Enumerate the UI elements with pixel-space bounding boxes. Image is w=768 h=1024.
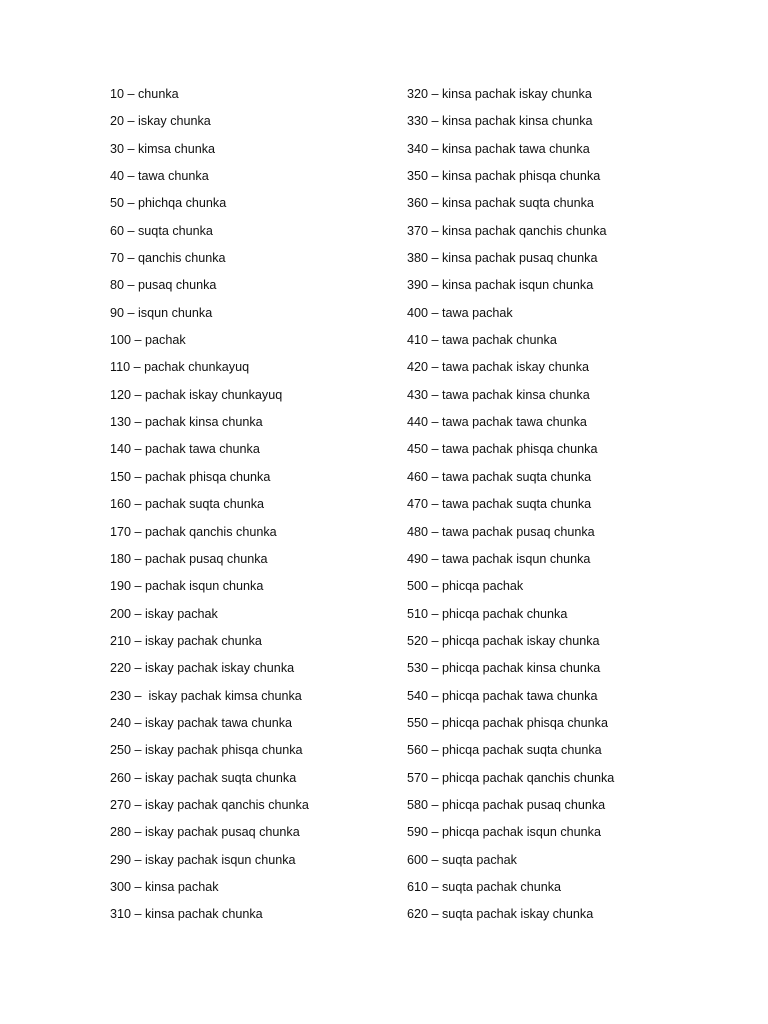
number-word-entry: 190 – pachak isqun chunka xyxy=(110,579,264,594)
number-word-entry: 470 – tawa pachak suqta chunka xyxy=(407,497,592,512)
number-word-entry: 300 – kinsa pachak xyxy=(110,879,219,894)
number-word-entry: 150 – pachak phisqa chunka xyxy=(110,469,271,484)
number-word-entry: 130 – pachak kinsa chunka xyxy=(110,415,263,430)
number-word-entry: 350 – kinsa pachak phisqa chunka xyxy=(407,169,601,184)
number-word-entry: 490 – tawa pachak isqun chunka xyxy=(407,551,591,566)
number-word-entry: 380 – kinsa pachak pusaq chunka xyxy=(407,251,598,266)
number-word-entry: 30 – kimsa chunka xyxy=(110,141,216,156)
number-word-entry: 330 – kinsa pachak kinsa chunka xyxy=(407,114,593,129)
number-word-entry: 280 – iskay pachak pusaq chunka xyxy=(110,825,300,840)
number-word-entry: 40 – tawa chunka xyxy=(110,169,209,184)
number-word-entry: 20 – iskay chunka xyxy=(110,114,211,129)
number-list-right-column xyxy=(407,84,727,932)
number-word-entry: 180 – pachak pusaq chunka xyxy=(110,551,268,566)
number-word-entry: 340 – kinsa pachak tawa chunka xyxy=(407,141,590,156)
number-word-entry: 370 – kinsa pachak qanchis chunka xyxy=(407,223,607,238)
number-word-entry: 590 – phicqa pachak isqun chunka xyxy=(407,825,601,840)
number-word-entry: 230 – iskay pachak kimsa chunka xyxy=(110,688,302,703)
number-word-entry: 460 – tawa pachak suqta chunka xyxy=(407,469,592,484)
number-word-entry: 410 – tawa pachak chunka xyxy=(407,333,557,348)
number-word-entry: 80 – pusaq chunka xyxy=(110,278,217,293)
number-word-entry: 220 – iskay pachak iskay chunka xyxy=(110,661,295,676)
number-word-entry: 560 – phicqa pachak suqta chunka xyxy=(407,743,602,758)
number-word-entry: 570 – phicqa pachak qanchis chunka xyxy=(407,770,615,785)
number-word-entry: 200 – iskay pachak xyxy=(110,606,218,621)
number-word-entry: 160 – pachak suqta chunka xyxy=(110,497,265,512)
number-word-entry: 270 – iskay pachak qanchis chunka xyxy=(110,797,309,812)
number-word-entry: 10 – chunka xyxy=(110,87,179,101)
number-word-entry: 620 – suqta pachak iskay chunka xyxy=(407,907,594,922)
number-word-entry: 530 – phicqa pachak kinsa chunka xyxy=(407,661,601,676)
number-word-entry: 610 – suqta pachak chunka xyxy=(407,879,562,894)
number-word-entry: 390 – kinsa pachak isqun chunka xyxy=(407,278,594,293)
number-word-entry: 400 – tawa pachak xyxy=(407,305,513,320)
number-word-entry: 100 – pachak xyxy=(110,333,186,348)
number-word-entry: 450 – tawa pachak phisqa chunka xyxy=(407,442,598,457)
number-word-entry: 540 – phicqa pachak tawa chunka xyxy=(407,688,598,703)
number-word-entry: 120 – pachak iskay chunkayuq xyxy=(110,387,283,402)
number-word-entry: 440 – tawa pachak tawa chunka xyxy=(407,415,587,430)
number-word-entry: 310 – kinsa pachak chunka xyxy=(110,907,263,922)
number-word-entry: 510 – phicqa pachak chunka xyxy=(407,606,568,621)
number-word-entry: 420 – tawa pachak iskay chunka xyxy=(407,360,590,375)
number-word-entry: 90 – isqun chunka xyxy=(110,305,213,320)
number-word-entry: 260 – iskay pachak suqta chunka xyxy=(110,770,297,785)
number-word-entry: 170 – pachak qanchis chunka xyxy=(110,524,277,539)
number-word-entry: 50 – phichqa chunka xyxy=(110,196,227,211)
number-word-entry: 480 – tawa pachak pusaq chunka xyxy=(407,524,595,539)
number-word-entry: 70 – qanchis chunka xyxy=(110,251,226,266)
number-word-entry: 60 – suqta chunka xyxy=(110,223,213,238)
number-word-entry: 320 – kinsa pachak iskay chunka xyxy=(407,87,592,101)
number-word-entry: 210 – iskay pachak chunka xyxy=(110,633,262,648)
number-word-entry: 140 – pachak tawa chunka xyxy=(110,442,260,457)
number-word-entry: 500 – phicqa pachak xyxy=(407,579,524,594)
number-word-entry: 550 – phicqa pachak phisqa chunka xyxy=(407,715,608,730)
number-word-entry: 240 – iskay pachak tawa chunka xyxy=(110,715,293,730)
number-word-entry: 580 – phicqa pachak pusaq chunka xyxy=(407,797,606,812)
number-word-entry: 290 – iskay pachak isqun chunka xyxy=(110,852,296,867)
number-word-entry: 110 – pachak chunkayuq xyxy=(110,360,250,375)
number-word-entry: 600 – suqta pachak xyxy=(407,852,517,867)
number-list-left-column xyxy=(110,84,390,932)
number-word-entry: 250 – iskay pachak phisqa chunka xyxy=(110,743,303,758)
number-word-entry: 430 – tawa pachak kinsa chunka xyxy=(407,387,590,402)
number-word-entry: 520 – phicqa pachak iskay chunka xyxy=(407,633,600,648)
number-word-entry: 360 – kinsa pachak suqta chunka xyxy=(407,196,594,211)
